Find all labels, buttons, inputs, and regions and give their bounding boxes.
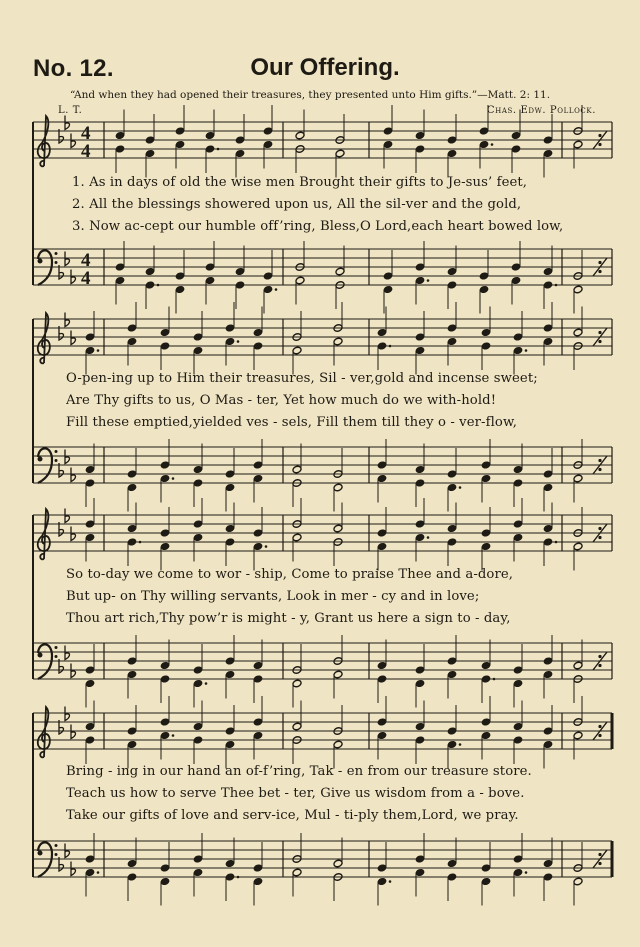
lyric-line: Thou art rich,Thy pow’r is might - y, Grant us here a sign to - day, bbox=[66, 611, 511, 626]
dotted-note-dot bbox=[525, 349, 528, 352]
dotted-note-dot bbox=[493, 678, 496, 681]
time-signature-digit: 4 bbox=[81, 250, 91, 271]
hymn-number: No. 12. bbox=[33, 55, 114, 82]
repeat-dot bbox=[598, 459, 601, 462]
dotted-note-dot bbox=[555, 541, 558, 544]
lyric-line: O-pen-ing up to Him their treasures, Sil - ver,gold and incense sweet; bbox=[66, 371, 538, 386]
repeat-dot bbox=[598, 134, 601, 137]
repeat-dot bbox=[598, 270, 601, 273]
bass-clef-icon bbox=[38, 842, 52, 877]
repeat-dot bbox=[598, 664, 601, 667]
treble-clef-icon bbox=[38, 707, 50, 757]
bass-clef-dot bbox=[55, 655, 58, 658]
dotted-note-dot bbox=[237, 876, 240, 879]
treble-clef-icon bbox=[38, 116, 50, 166]
time-signature-digit: 4 bbox=[81, 141, 91, 162]
dotted-note-dot bbox=[139, 541, 142, 544]
bass-clef-icon bbox=[38, 644, 52, 679]
bass-clef-dot bbox=[38, 259, 43, 264]
bass-clef-dot bbox=[38, 653, 43, 658]
lyric-line: 1. As in days of old the wise men Brought their gifts to Je-sus’ feet, bbox=[72, 175, 528, 190]
bass-clef-dot bbox=[55, 459, 58, 462]
lyric-line: Take our gifts of love and serv-ice, Mul - ti-ply them,Lord, we pray. bbox=[66, 808, 519, 823]
repeat-dot bbox=[598, 655, 601, 658]
dotted-note-dot bbox=[459, 486, 462, 489]
bass-clef-dot bbox=[38, 457, 43, 462]
lyric-line: But up- on Thy willing servants, Look in mer - cy and in love; bbox=[66, 589, 480, 604]
bass-clef-dot bbox=[55, 646, 58, 649]
dotted-note-dot bbox=[237, 340, 240, 343]
dotted-note-dot bbox=[97, 349, 100, 352]
treble-clef-icon bbox=[38, 313, 50, 363]
bass-clef-icon bbox=[38, 250, 52, 285]
bass-clef-dot bbox=[55, 844, 58, 847]
lyricist-credit: L. T. bbox=[58, 105, 83, 116]
repeat-dot bbox=[598, 853, 601, 856]
dotted-note-dot bbox=[205, 682, 208, 685]
dotted-note-dot bbox=[217, 148, 220, 151]
lyric-line: Teach us how to serve Thee bet - ter, Give us wisdom from a - bove. bbox=[66, 786, 525, 801]
dotted-note-dot bbox=[389, 345, 392, 348]
lyric-line: So to-day we come to wor - ship, Come to praise Thee and a-dore, bbox=[66, 567, 514, 582]
lyric-line: Bring - ing in our hand an of-f’ring, Tak - en from our treasure store. bbox=[66, 764, 532, 779]
repeat-dot bbox=[598, 143, 601, 146]
bass-clef-icon bbox=[38, 448, 52, 483]
lyric-line: 3. Now ac-cept our humble off’ring, Bless,O Lord,each heart bowed low, bbox=[72, 219, 564, 234]
dotted-note-dot bbox=[525, 871, 528, 874]
repeat-dot bbox=[598, 734, 601, 737]
repeat-dot bbox=[598, 261, 601, 264]
time-signature-digit: 4 bbox=[81, 268, 91, 289]
epigraph: “And when they had opened their treasures, they presented unto Him gifts.”—Matt. 2: 11. bbox=[70, 89, 551, 101]
bass-clef-dot bbox=[55, 252, 58, 255]
repeat-dot bbox=[598, 340, 601, 343]
repeat-dot bbox=[598, 862, 601, 865]
bass-clef-dot bbox=[38, 851, 43, 856]
dotted-note-dot bbox=[97, 871, 100, 874]
bass-clef-dot bbox=[55, 853, 58, 856]
repeat-dot bbox=[598, 527, 601, 530]
dotted-note-dot bbox=[157, 284, 160, 287]
dotted-note-dot bbox=[265, 545, 268, 548]
composer-credit: Chas. Edw. Pollock. bbox=[486, 105, 596, 116]
dotted-note-dot bbox=[427, 279, 430, 282]
repeat-dot bbox=[598, 468, 601, 471]
repeat-dot bbox=[598, 536, 601, 539]
bass-clef-dot bbox=[55, 450, 58, 453]
lyric-line: Fill these emptied,yielded ves - sels, Fill them till they o - ver-flow, bbox=[66, 415, 518, 430]
treble-clef-icon bbox=[38, 509, 50, 559]
hymn-title: Our Offering. bbox=[250, 54, 400, 81]
dotted-note-dot bbox=[491, 143, 494, 146]
dotted-note-dot bbox=[555, 284, 558, 287]
dotted-note-dot bbox=[389, 880, 392, 883]
time-signature-digit: 4 bbox=[81, 123, 91, 144]
lyric-line: Are Thy gifts to us, O Mas - ter, Yet how much do we with-hold! bbox=[66, 393, 497, 408]
dotted-note-dot bbox=[459, 743, 462, 746]
dotted-note-dot bbox=[427, 536, 430, 539]
dotted-note-dot bbox=[275, 288, 278, 291]
repeat-dot bbox=[598, 331, 601, 334]
dotted-note-dot bbox=[172, 734, 175, 737]
lyric-line: 2. All the blessings showered upon us, All the sil-ver and the gold, bbox=[72, 197, 522, 212]
repeat-dot bbox=[598, 725, 601, 728]
dotted-note-dot bbox=[172, 477, 175, 480]
bass-clef-dot bbox=[55, 261, 58, 264]
